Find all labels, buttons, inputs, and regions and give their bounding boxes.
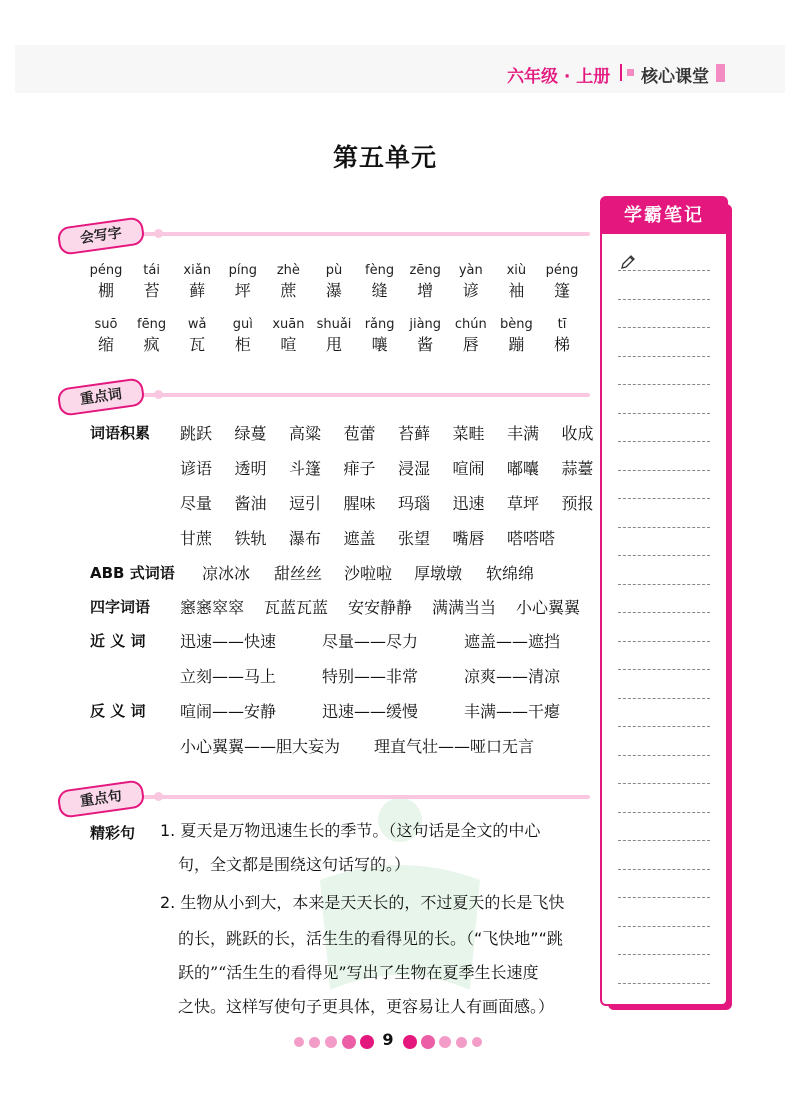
notes-rule-line <box>618 384 710 385</box>
hanzi-text: 棚 <box>97 281 114 300</box>
pinyin-text: suō <box>94 317 118 332</box>
abb-word: 厚墩墩 <box>414 564 463 583</box>
vocab-label: 词语积累 <box>90 424 151 442</box>
sentence-line: 2. 生物从小到大，本来是天天长的，不过夏天的长是飞快 <box>160 893 565 912</box>
hanzi-text: 蹦 <box>508 335 525 354</box>
vocab-word: 透明 <box>234 459 267 478</box>
hanzi-text: 瓦 <box>189 335 206 354</box>
pinyin-text: xiù <box>506 263 527 278</box>
notes-rule-line <box>618 897 710 898</box>
section-banner-write <box>58 222 590 246</box>
notes-rule-line <box>618 270 710 271</box>
pinyin-text: zēng <box>409 263 441 278</box>
hanzi-text: 蔗 <box>280 281 297 300</box>
vocab-word: 尽量 <box>180 494 213 513</box>
header-grade: 六年级 · 上册 <box>507 67 611 87</box>
hanzi-text: 坪 <box>234 281 251 300</box>
pinyin-text: chún <box>454 317 487 332</box>
hanzi-text: 嚷 <box>371 335 388 354</box>
vocab-word: 喧闹 <box>452 459 485 478</box>
antonyms-label: 反 义 词 <box>90 702 146 720</box>
pinyin-text: péng <box>545 263 579 278</box>
notes-rule-line <box>618 983 710 984</box>
pinyin-text: wǎ <box>187 317 207 332</box>
section-banner-sentences <box>58 785 590 809</box>
pinyin-text: zhè <box>276 263 300 278</box>
notes-rule-line <box>618 555 710 556</box>
page-dot <box>325 1036 337 1048</box>
vocab-word: 斗篷 <box>289 459 322 478</box>
notes-rule-line <box>618 498 710 499</box>
pinyin-text: bèng <box>500 317 533 332</box>
vocab-word: 预报 <box>561 494 594 513</box>
header-block-icon <box>716 64 725 82</box>
vocab-word: 跳跃 <box>180 424 213 443</box>
hanzi-text: 袖 <box>508 281 525 300</box>
page-title: 第五单元 <box>332 143 437 172</box>
hanzi-text: 柜 <box>234 335 251 354</box>
pinyin-text: tī <box>557 317 567 332</box>
pinyin-text: tái <box>143 263 160 278</box>
abb-word: 沙啦啦 <box>344 564 393 583</box>
notes-rule-line <box>618 470 710 471</box>
synonym-pair: 特别——非常 <box>322 667 419 686</box>
section-words-title: 重点词 <box>56 377 145 417</box>
antonym-pair: 小心翼翼——胆大妄为 <box>180 737 341 756</box>
page-dot <box>309 1037 320 1048</box>
section-banner-words <box>58 383 590 407</box>
four-char-word: 安安静静 <box>348 598 413 617</box>
hanzi-text: 酱 <box>417 335 434 354</box>
hanzi-text: 疯 <box>143 335 160 354</box>
synonym-pair: 遮盖——遮挡 <box>464 632 561 651</box>
pinyin-text: yàn <box>458 263 483 278</box>
vocab-word: 玛瑙 <box>398 494 431 513</box>
header-separator <box>620 64 622 81</box>
page-dot <box>360 1035 374 1049</box>
hanzi-text: 缩 <box>97 335 114 354</box>
vocab-word: 绿蔓 <box>234 424 267 443</box>
four-char-word: 窸窸窣窣 <box>180 598 245 617</box>
sentence-line: 跃的”“活生生的看得见”写出了生物在夏季生长速度 <box>178 963 539 982</box>
vocab-word: 收成 <box>561 424 594 443</box>
notes-rule-line <box>618 327 710 328</box>
hanzi-text: 梯 <box>553 335 570 354</box>
notes-panel <box>600 196 728 1006</box>
hanzi-text: 增 <box>417 281 434 300</box>
page-dot <box>342 1035 356 1049</box>
notes-rule-line <box>618 840 710 841</box>
pinyin-text: fēng <box>137 317 167 332</box>
vocab-word: 丰满 <box>507 424 540 443</box>
hanzi-text: 唇 <box>462 335 479 354</box>
synonym-pair: 立刻——马上 <box>180 667 277 686</box>
hanzi-text: 缝 <box>371 281 388 300</box>
notes-rule-line <box>618 669 710 670</box>
pinyin-text: rǎng <box>364 317 395 332</box>
antonym-pair: 丰满——干瘪 <box>464 702 561 721</box>
pinyin-text: pù <box>325 263 343 278</box>
four-char-label: 四字词语 <box>90 598 151 616</box>
vocab-word: 菜畦 <box>452 424 485 443</box>
hanzi-text: 篷 <box>553 281 570 300</box>
notes-rule-line <box>618 755 710 756</box>
vocab-word: 蒜薹 <box>561 459 594 478</box>
vocab-word: 酱油 <box>234 494 267 513</box>
vocab-word: 嘴唇 <box>452 529 485 548</box>
hanzi-text: 瀑 <box>325 281 342 300</box>
four-char-word: 满满当当 <box>432 598 497 617</box>
vocab-word: 铁轨 <box>234 529 267 548</box>
antonym-pair: 喧闹——安静 <box>180 702 277 721</box>
page-dot <box>294 1037 304 1047</box>
hanzi-text: 喧 <box>280 335 297 354</box>
notes-rule-line <box>618 954 710 955</box>
vocab-word: 瀑布 <box>289 529 322 548</box>
abb-word: 甜丝丝 <box>274 564 323 583</box>
vocab-word: 高粱 <box>289 424 322 443</box>
synonym-pair: 凉爽——清凉 <box>464 667 561 686</box>
abb-word: 凉冰冰 <box>202 564 251 583</box>
pinyin-text: shuǎi <box>316 317 352 332</box>
page-dot <box>456 1037 467 1048</box>
pinyin-cell <box>534 262 590 302</box>
sentence-line: 句，全文都是围绕这句话写的。） <box>178 855 411 874</box>
hanzi-text: 甩 <box>325 335 342 354</box>
vocab-word: 甘蔗 <box>180 529 213 548</box>
section-write-title: 会写字 <box>56 216 145 256</box>
page-dot <box>403 1035 417 1049</box>
sentences-label: 精彩句 <box>90 824 136 842</box>
vocab-word: 草坪 <box>507 494 540 513</box>
pinyin-text: jiàng <box>409 317 442 332</box>
four-char-word: 瓦蓝瓦蓝 <box>264 598 329 617</box>
pinyin-text: xiǎn <box>183 263 211 278</box>
page-dot <box>439 1036 451 1048</box>
sentence-line: 的长，跳跃的长，活生生的看得见的长。（“飞快地”“跳 <box>178 929 563 948</box>
abb-word: 软绵绵 <box>486 564 535 583</box>
antonym-pair: 理直气壮——哑口无言 <box>374 737 535 756</box>
notes-rule-line <box>618 726 710 727</box>
hanzi-text: 苔 <box>143 281 160 300</box>
header-series: 核心课堂 <box>641 67 709 87</box>
notes-rule-line <box>618 869 710 870</box>
notes-rule-line <box>618 812 710 813</box>
notes-rule-line <box>618 612 710 613</box>
sentence-line: 1. 夏天是万物迅速生长的季节。（这句话是全文的中心 <box>160 821 541 840</box>
abb-label: ABB 式词语 <box>90 564 175 582</box>
vocab-word: 苞蕾 <box>343 424 376 443</box>
notes-rule-line <box>618 441 710 442</box>
notes-rule-line <box>618 698 710 699</box>
synonyms-label: 近 义 词 <box>90 632 146 650</box>
notes-title: 学霸笔记 <box>602 198 726 234</box>
vocab-word: 痱子 <box>343 459 376 478</box>
vocab-word: 逗引 <box>289 494 322 513</box>
pinyin-text: péng <box>89 263 123 278</box>
pinyin-text: píng <box>228 263 257 278</box>
pinyin-text: xuān <box>272 317 305 332</box>
vocab-word: 张望 <box>398 529 431 548</box>
pinyin-row <box>88 316 588 360</box>
notes-rule-line <box>618 783 710 784</box>
notes-rule-line <box>618 299 710 300</box>
four-char-word: 小心翼翼 <box>516 598 581 617</box>
page-dot <box>472 1037 482 1047</box>
antonym-pair: 迅速——缓慢 <box>322 702 419 721</box>
synonym-pair: 迅速——快速 <box>180 632 277 651</box>
hanzi-text: 藓 <box>189 281 206 300</box>
notes-rule-line <box>618 641 710 642</box>
pinyin-cell <box>534 316 590 356</box>
vocab-word: 迅速 <box>452 494 485 513</box>
pinyin-text: fèng <box>365 263 395 278</box>
header-square-icon <box>627 69 634 76</box>
sentence-line: 之快。这样写使句子更具体，更容易让人有画面感。） <box>178 997 555 1016</box>
hanzi-text: 谚 <box>462 281 479 300</box>
synonym-pair: 尽量——尽力 <box>322 632 419 651</box>
vocab-word: 嗒嗒嗒 <box>507 529 556 548</box>
notes-rule-line <box>618 584 710 585</box>
notes-rule-line <box>618 356 710 357</box>
pinyin-row <box>88 262 588 306</box>
notes-rule-line <box>618 926 710 927</box>
notes-rule-line <box>618 413 710 414</box>
section-sentences-title: 重点句 <box>56 779 145 819</box>
pencil-icon <box>620 254 636 270</box>
vocab-word: 浸湿 <box>398 459 431 478</box>
pinyin-text: guì <box>232 317 253 332</box>
vocab-word: 谚语 <box>180 459 213 478</box>
vocab-word: 苔藓 <box>398 424 431 443</box>
page-dot <box>421 1035 435 1049</box>
vocab-word: 嘟囔 <box>507 459 540 478</box>
vocab-word: 腥味 <box>343 494 376 513</box>
notes-rule-line <box>618 527 710 528</box>
page-number: 9 <box>382 1030 394 1049</box>
vocab-word: 遮盖 <box>343 529 376 548</box>
